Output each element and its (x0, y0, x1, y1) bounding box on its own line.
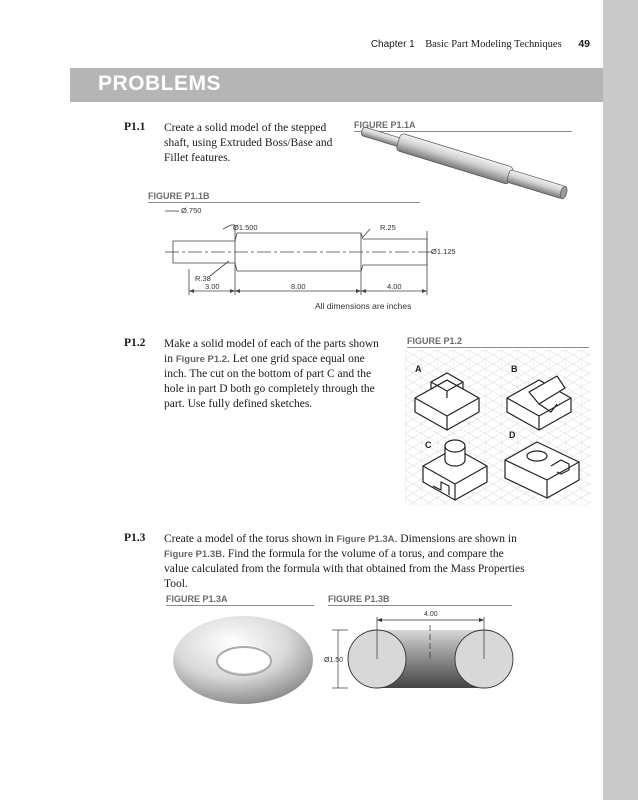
problem-number-p1-3: P1.3 (124, 532, 146, 544)
torus-section-drawing (320, 605, 520, 710)
dim-dia-1125: Ø1.125 (431, 247, 456, 256)
part-label-c: C (425, 440, 432, 450)
figure-label-p1-1b: FIGURE P1.1B (148, 191, 420, 203)
dim-dia-1500: Ø1.500 (233, 223, 258, 232)
problem-text-p1-2: Make a solid model of each of the parts shown in Figure P1.2. Let one grid space equal one inch. The cut on the bottom of part C and the hole in part D both go completely through the part. Use fully defined sketches. (164, 338, 379, 410)
dim-r25: R.25 (380, 223, 396, 232)
dim-len-8: 8.00 (291, 282, 306, 291)
figure-label-p1-3a: FIGURE P1.3A (166, 594, 314, 606)
chapter-label: Chapter 1 (370, 39, 415, 50)
figure-ref-p1-3b[interactable]: Figure P1.3B (164, 549, 223, 560)
figure-label-p1-1a: FIGURE P1.1A (354, 120, 572, 132)
part-label-d: D (509, 430, 516, 440)
isometric-parts-figure (405, 350, 591, 505)
problem-number-p1-2: P1.2 (124, 337, 146, 349)
chapter-title: Basic Part Modeling Techniques (425, 39, 562, 50)
figure-ref-p1-2[interactable]: Figure P1.2 (175, 354, 228, 365)
part-label-a: A (415, 364, 422, 374)
part-label-b: B (511, 364, 518, 374)
torus-3d-figure (168, 610, 318, 710)
stepped-shaft-3d-figure (355, 128, 575, 198)
dim-dia-750: Ø.750 (181, 206, 202, 215)
figure-ref-p1-3a[interactable]: Figure P1.3A (336, 534, 395, 545)
dim-len-3: 3.00 (205, 282, 220, 291)
section-title: PROBLEMS (98, 72, 222, 95)
problem-number-p1-1: P1.1 (124, 121, 146, 133)
figure-label-p1-3b: FIGURE P1.3B (328, 594, 512, 606)
dim-width-4: 4.00 (424, 611, 438, 618)
problem-text-p1-3: Create a model of the torus shown in Figure P1.3A. Dimensions are shown in Figure P1.3B. Find the formula for the volume of a torus, and compare the value calculated from the formula with that obtained from the Mass Properties Tool. (164, 533, 525, 590)
page-number: 49 (578, 38, 590, 50)
stepped-shaft-drawing (165, 203, 456, 313)
figure-label-p1-2: FIGURE P1.2 (407, 336, 589, 348)
dimensions-note: All dimensions are inches (315, 301, 412, 311)
dim-len-4: 4.00 (387, 282, 402, 291)
section-banner (70, 68, 603, 102)
page-edge-bar (603, 0, 638, 800)
running-head (300, 38, 590, 50)
dim-r38: R.38 (195, 274, 211, 283)
problem-text-p1-1: Create a solid model of the stepped shaft, using Extruded Boss/Base and Fillet features. (164, 122, 333, 164)
dim-dia-1-50: Ø1.50 (324, 657, 344, 664)
